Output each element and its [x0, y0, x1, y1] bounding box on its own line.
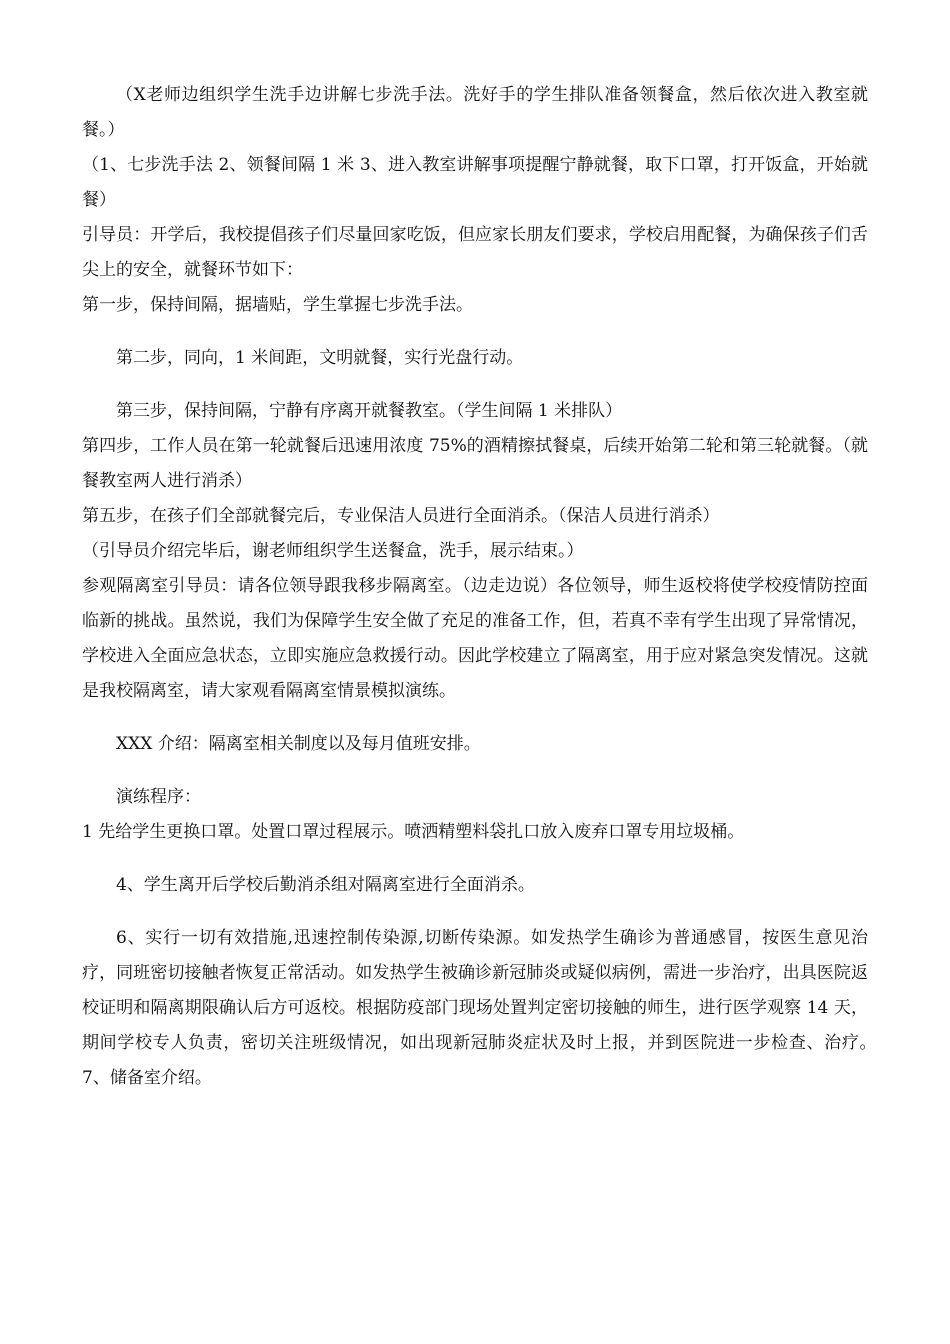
paragraph-xxx-intro: XXX 介绍：隔离室相关制度以及每月值班安排。	[116, 734, 481, 754]
paragraph-step-four: 第四步，工作人员在第一轮就餐后迅速用浓度 75%的酒精擦拭餐桌，后续开始第二轮和第三轮就餐。（就餐教室两人进行消杀）	[82, 436, 868, 491]
document-body	[82, 78, 885, 1096]
paragraph-handwashing-intro: （X老师边组织学生洗手边讲解七步洗手法。洗好手的学生排队准备领餐盒，然后依次进入教室就餐。）	[82, 85, 868, 140]
paragraph-handwashing-steps: （1、七步洗手法 2、领餐间隔 1 米 3、进入教室讲解事项提醒宁静就餐，取下口罩，打开饭盒，开始就餐）	[82, 155, 868, 210]
paragraph-guide-dining: 引导员：开学后，我校提倡孩子们尽量回家吃饭，但应家长朋友们要求，学校启用配餐，为确保孩子们舌尖上的安全，就餐环节如下：	[82, 225, 868, 280]
paragraph-step-one: 第一步，保持间隔，据墙贴，学生掌握七步洗手法。	[82, 295, 473, 315]
paragraph-step-five: 第五步，在孩子们全部就餐完后，专业保洁人员进行全面消杀。（保洁人员进行消杀）	[82, 506, 720, 526]
paragraph-guide-conclusion: （引导员介绍完毕后，谢老师组织学生送餐盒，洗手，展示结束。）	[82, 541, 584, 561]
paragraph-drill-step-one: 1 先给学生更换口罩。处置口罩过程展示。喷洒精塑料袋扎口放入废弃口罩专用垃圾桶。	[82, 822, 745, 842]
paragraph-step-two: 第二步，同向，1 米间距，文明就餐，实行光盘行动。	[116, 348, 524, 368]
paragraph-drill-step-four: 4、学生离开后学校后勤消杀组对隔离室进行全面消杀。	[116, 875, 535, 895]
paragraph-isolation-room: 参观隔离室引导员：请各位领导跟我移步隔离室。（边走边说）各位领导，师生返校将使学校疫情防控面临新的挑战。虽然说，我们为保障学生安全做了充足的准备工作，但，若真不幸有学生出现了异常情况，学校进入全面应急状态，立即实施应急救援行动。因此学校建立了隔离室，用于应对紧急突发情况。这就是我校隔离室，请大家观看隔离室情景模拟演练。	[82, 576, 868, 701]
paragraph-step-three: 第三步，保持间隔，宁静有序离开就餐教室。（学生间隔 1 米排队）	[116, 401, 623, 421]
paragraph-drill-heading: 演练程序：	[116, 787, 201, 807]
paragraph-drill-step-six: 6、实行一切有效措施,迅速控制传染源,切断传染源。如发热学生确诊为普通感冒，按医生意见治疗，同班密切接触者恢复正常活动。如发热学生被确诊新冠肺炎或疑似病例，需进一步治疗，出具医院返校证明和隔离期限确认后方可返校。根据防疫部门现场处置判定密切接触的师生，进行医学观察 14 天，期间学校专人负责，密切关注班级情况，如出现新冠肺炎症状及时上报，并到医院进一步检查、治疗。 7、储备室介绍。	[82, 928, 885, 1088]
